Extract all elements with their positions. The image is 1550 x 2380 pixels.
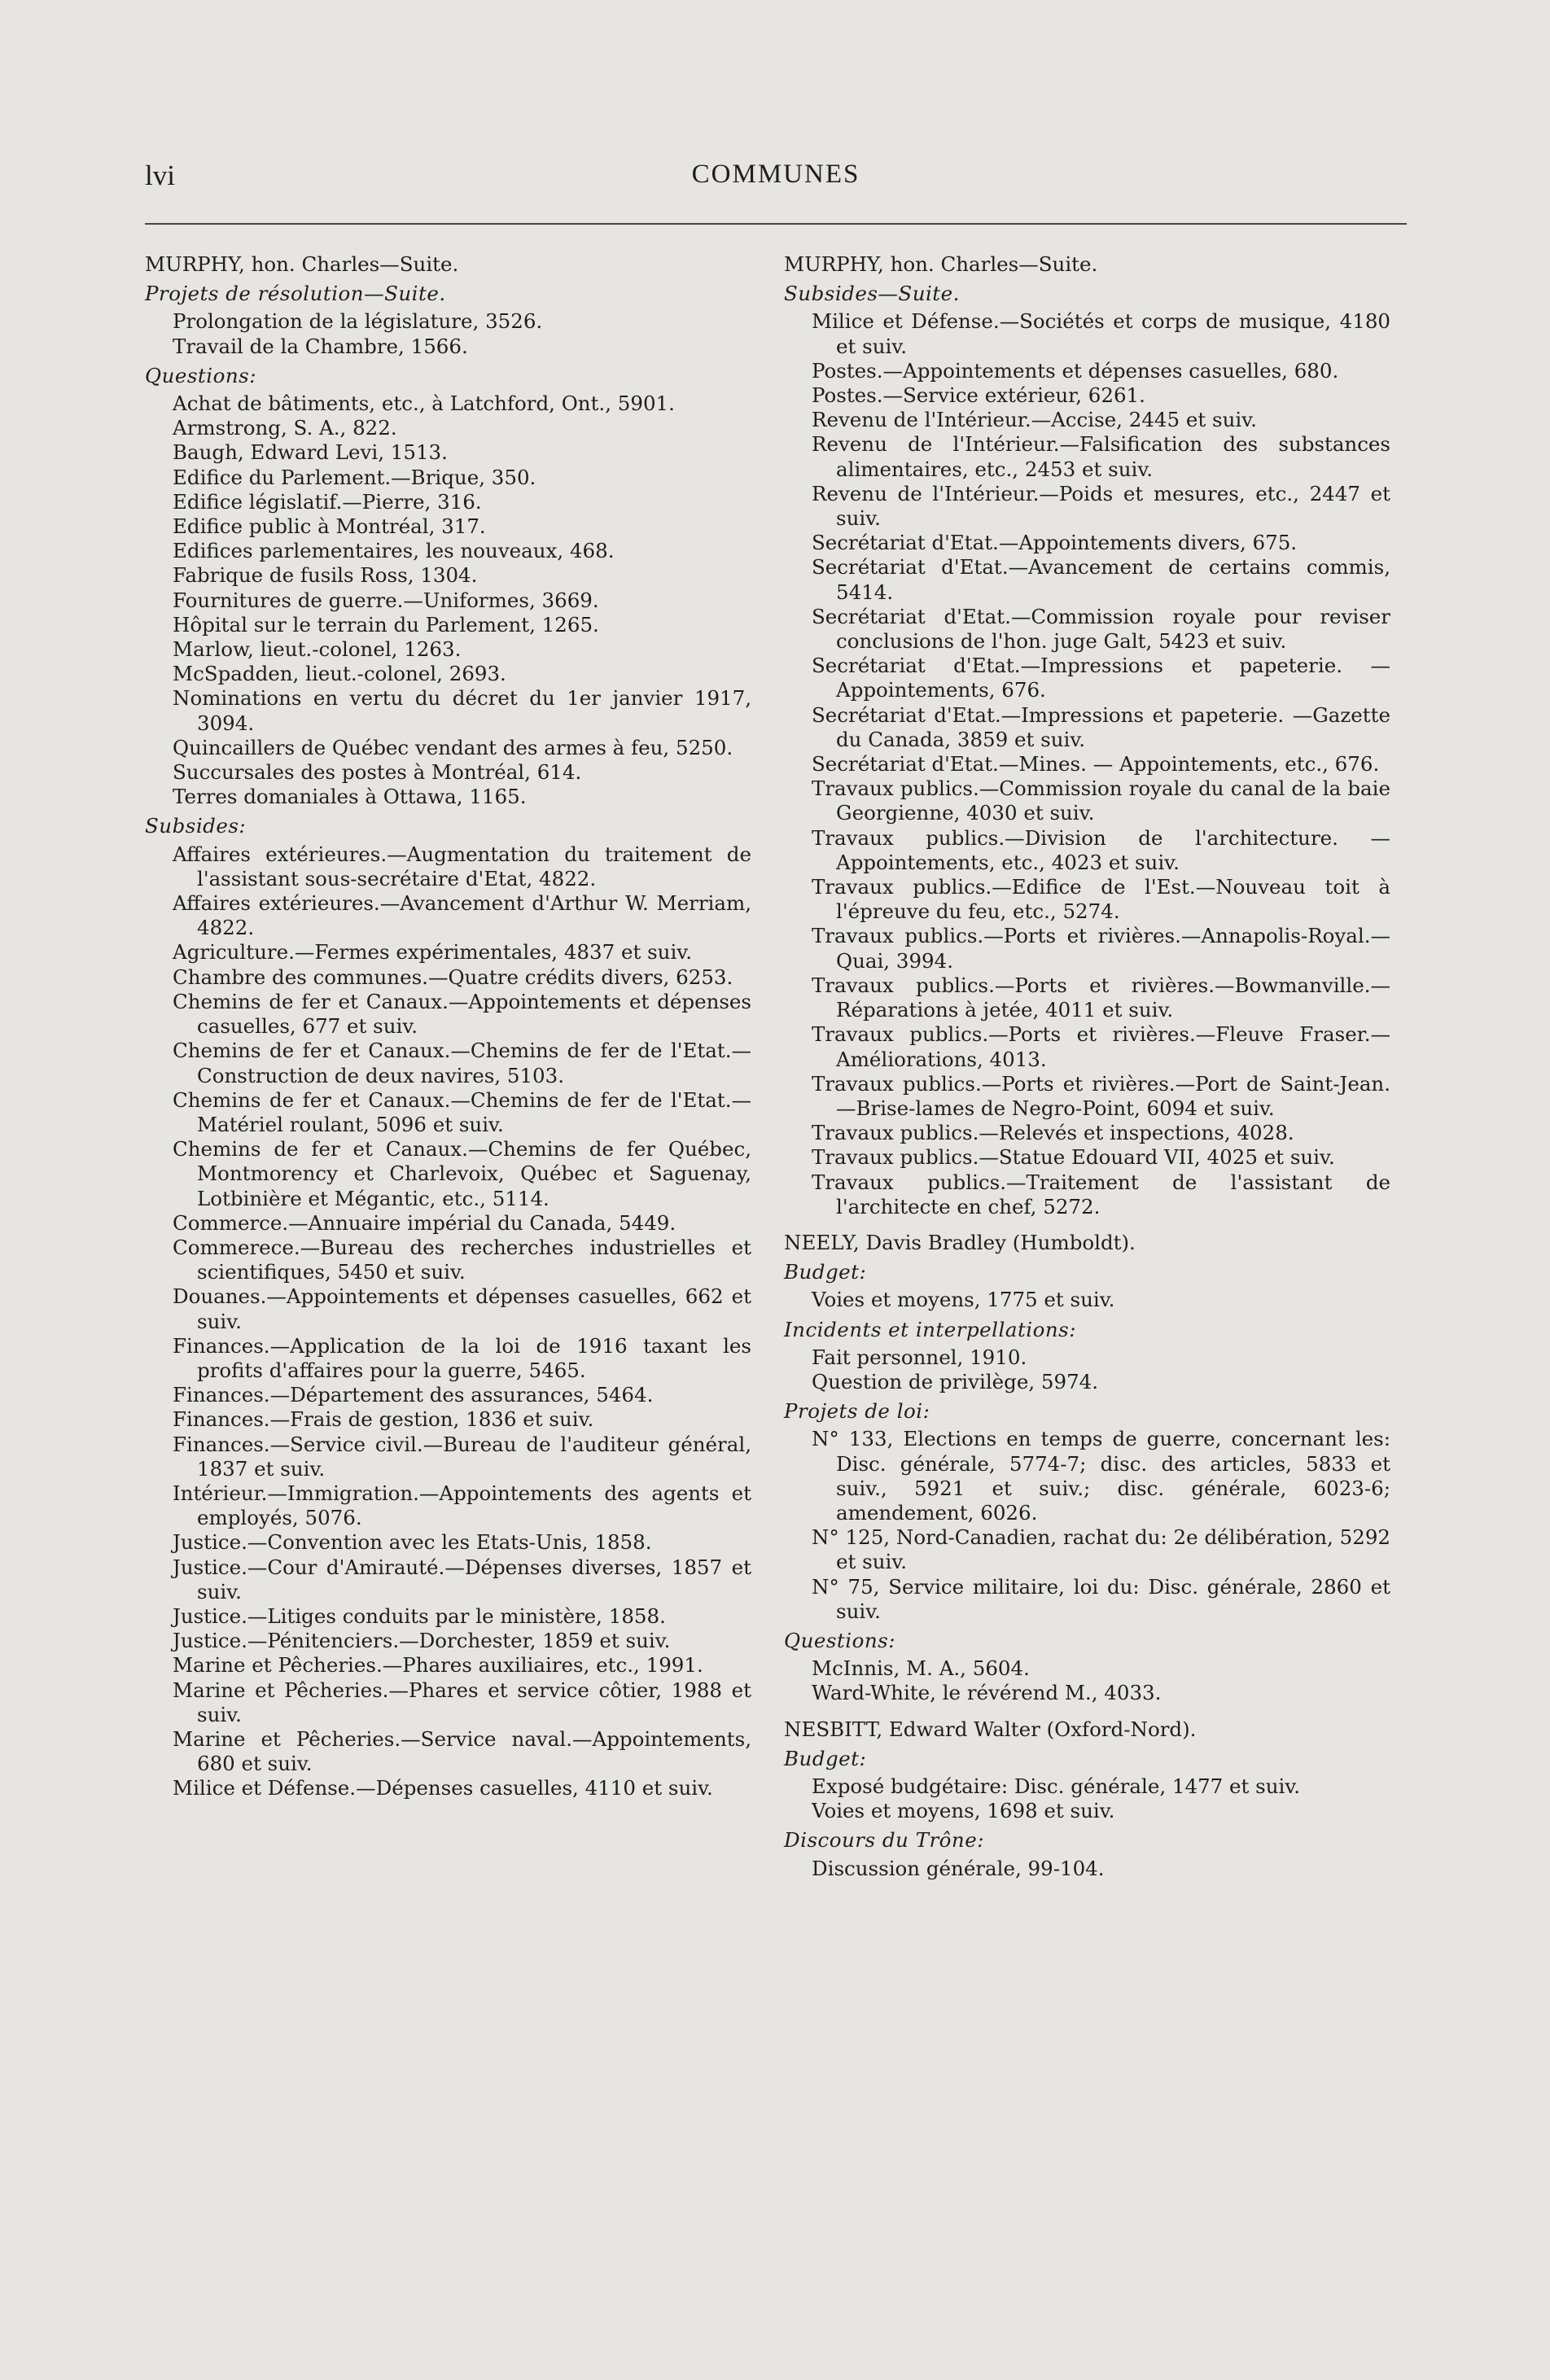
index-entry: Baugh, Edward Levi, 1513. (173, 440, 448, 465)
index-entry: Quincaillers de Québec vendant des armes à feu, 5250. (173, 735, 733, 759)
index-entry: Finances.—Frais de gestion, 1836 et suiv. (173, 1407, 594, 1432)
index-entry: Marine et Pêcheries.—Service naval.—Appointements, 680 et suiv. (173, 1726, 751, 1776)
index-entry: Travaux publics.—Ports et rivières.—Port de Saint-Jean.—Brise-lames de Negro-Point, 6094 et suiv. (812, 1071, 1390, 1120)
index-entry: Chemins de fer et Canaux.—Chemins de fer de l'Etat.—Matériel roulant, 5096 et suiv. (173, 1087, 751, 1136)
right-column (784, 252, 1390, 1881)
member-heading: NESBITT, Edward Walter (Oxford-Nord). (784, 1717, 1197, 1741)
subject-heading: Questions: (145, 363, 256, 387)
index-entry: Justice.—Pénitenciers.—Dorchester, 1859 et suiv. (173, 1629, 671, 1653)
index-entry: Affaires extérieures.—Avancement d'Arthur W. Merriam, 4822. (173, 891, 751, 940)
index-entry: Succursales des postes à Montréal, 614. (173, 760, 582, 785)
index-entry: N° 125, Nord-Canadien, rachat du: 2e délibération, 5292 et suiv. (812, 1525, 1390, 1574)
index-entry: Intérieur.—Immigration.—Appointements des agents et employés, 5076. (173, 1481, 751, 1530)
index-entry: Travaux publics.—Ports et rivières.—Bowmanville.—Réparations à jetée, 4011 et suiv. (812, 973, 1390, 1022)
page-header (145, 160, 1407, 195)
index-entry: Voies et moyens, 1698 et suiv. (812, 1799, 1115, 1823)
index-entry: Discussion générale, 99-104. (812, 1856, 1105, 1880)
subject-heading: Projets de résolution—Suite. (145, 282, 446, 306)
index-entry: Edifice du Parlement.—Brique, 350. (173, 465, 536, 489)
index-entry: Edifice législatif.—Pierre, 316. (173, 489, 482, 514)
index-entry: N° 75, Service militaire, loi du: Disc. générale, 2860 et suiv. (812, 1574, 1390, 1623)
index-entry: Hôpital sur le terrain du Parlement, 1265. (173, 612, 599, 637)
index-entry: Finances.—Application de la loi de 1916 taxant les profits d'affaires pour la guerre, 5465. (173, 1333, 751, 1382)
index-entry: Fabrique de fusils Ross, 1304. (173, 563, 478, 588)
index-entry: Justice.—Convention avec les Etats-Unis, 1858. (173, 1530, 652, 1555)
index-entry: Fournitures de guerre.—Uniformes, 3669. (173, 588, 599, 612)
index-entry: Marine et Pêcheries.—Phares auxiliaires, etc., 1991. (173, 1653, 703, 1678)
index-entry: Travaux publics.—Traitement de l'assistant de l'architecte en chef, 5272. (812, 1170, 1390, 1218)
index-entry: Chemins de fer et Canaux.—Chemins de fer de l'Etat.—Construction de deux navires, 5103. (173, 1039, 751, 1087)
subject-heading: Questions: (784, 1628, 895, 1652)
subject-heading: Projets de loi: (784, 1399, 930, 1424)
index-entry: Fait personnel, 1910. (812, 1345, 1027, 1369)
index-entry: Secrétariat d'Etat.—Impressions et papeterie. —Gazette du Canada, 3859 et suiv. (812, 702, 1390, 751)
index-entry: Justice.—Cour d'Amirauté.—Dépenses diverses, 1857 et suiv. (173, 1555, 751, 1603)
index-entry: McInnis, M. A., 5604. (812, 1656, 1030, 1681)
index-entry: Marlow, lieut.-colonel, 1263. (173, 637, 462, 662)
index-entry: Edifice public à Montréal, 317. (173, 514, 486, 539)
index-entry: Finances.—Département des assurances, 5464. (173, 1383, 654, 1407)
index-entry: Travaux publics.—Division de l'architecture. —Appointements, etc., 4023 et suiv. (812, 825, 1390, 874)
index-entry: Postes.—Service extérieur, 6261. (812, 383, 1145, 408)
index-entry: Terres domaniales à Ottawa, 1165. (173, 785, 527, 809)
index-entry: Commerce.—Annuaire impérial du Canada, 5449. (173, 1210, 676, 1235)
index-entry: Travaux publics.—Ports et rivières.—Annapolis-Royal.—Quai, 3994. (812, 924, 1390, 973)
index-entry: N° 133, Elections en temps de guerre, concernant les: Disc. générale, 5774-7; disc. des articles, 5833 et suiv., 5921 et suiv.; disc. générale, 6023-6; amendement, 6026. (812, 1427, 1390, 1525)
index-entry: Armstrong, S. A., 822. (173, 416, 397, 440)
index-entry: Chemins de fer et Canaux.—Chemins de fer Québec, Montmorency et Charlevoix, Québec et Saguenay, Lotbinière et Mégantic, etc., 5114. (173, 1137, 751, 1210)
index-entry: Agriculture.—Fermes expérimentales, 4837 et suiv. (173, 940, 693, 965)
index-entry: Commerece.—Bureau des recherches industrielles et scientifiques, 5450 et suiv. (173, 1235, 751, 1284)
running-title: COMMUNES (691, 160, 860, 189)
index-entry: Postes.—Appointements et dépenses casuelles, 680. (812, 358, 1339, 383)
index-entry: Question de privilège, 5974. (812, 1369, 1099, 1393)
index-entry: McSpadden, lieut.-colonel, 2693. (173, 662, 506, 686)
index-entry: Edifices parlementaires, les nouveaux, 468. (173, 539, 615, 563)
subject-heading: Subsides—Suite. (784, 282, 960, 306)
index-entry: Travaux publics.—Statue Edouard VII, 4025 et suiv. (812, 1145, 1335, 1170)
index-entry: Travaux publics.—Commission royale du canal de la baie Georgienne, 4030 et suiv. (812, 777, 1390, 825)
index-entry: Justice.—Litiges conduits par le ministère, 1858. (173, 1603, 666, 1628)
index-entry: Secrétariat d'Etat.—Commission royale pour reviser conclusions de l'hon. juge Galt, 5423 et suiv. (812, 604, 1390, 654)
member-heading: NEELY, Davis Bradley (Humboldt). (784, 1230, 1136, 1254)
index-entry: Secrétariat d'Etat.—Impressions et papeterie. —Appointements, 676. (812, 654, 1390, 702)
subject-heading: Subsides: (145, 814, 247, 838)
section-heading: MURPHY, hon. Charles—Suite. (145, 252, 459, 276)
left-column (145, 252, 751, 1801)
index-entry: Revenu de l'Intérieur.—Accise, 2445 et suiv. (812, 408, 1257, 432)
header-rule (145, 223, 1407, 225)
subject-heading: Discours du Trône: (784, 1828, 984, 1853)
index-entry: Secrétariat d'Etat.—Mines. — Appointements, etc., 676. (812, 752, 1380, 777)
index-entry: Exposé budgétaire: Disc. générale, 1477 et suiv. (812, 1774, 1301, 1798)
subject-heading: Budget: (784, 1260, 867, 1284)
index-entry: Milice et Défense.—Dépenses casuelles, 4110 et suiv. (173, 1776, 713, 1800)
index-entry: Milice et Défense.—Sociétés et corps de musique, 4180 et suiv. (812, 309, 1390, 358)
index-entry: Secrétariat d'Etat.—Avancement de certains commis, 5414. (812, 555, 1390, 604)
section-heading: MURPHY, hon. Charles—Suite. (784, 252, 1098, 276)
index-entry: Ward-White, le révérend M., 4033. (812, 1681, 1162, 1705)
index-entry: Revenu de l'Intérieur.—Poids et mesures, etc., 2447 et suiv. (812, 481, 1390, 531)
index-entry: Chemins de fer et Canaux.—Appointements et dépenses casuelles, 677 et suiv. (173, 989, 751, 1039)
index-entry: Travaux publics.—Relevés et inspections, 4028. (812, 1121, 1294, 1145)
index-entry: Travaux publics.—Edifice de l'Est.—Nouveau toit à l'épreuve du feu, etc., 5274. (812, 875, 1390, 924)
subject-heading: Budget: (784, 1746, 867, 1770)
index-entry: Finances.—Service civil.—Bureau de l'auditeur général, 1837 et suiv. (173, 1432, 751, 1481)
index-entry: Prolongation de la législature, 3526. (173, 309, 543, 334)
index-entry: Travail de la Chambre, 1566. (173, 334, 468, 358)
subject-heading: Incidents et interpellations: (784, 1317, 1076, 1341)
index-entry: Douanes.—Appointements et dépenses casuelles, 662 et suiv. (173, 1284, 751, 1333)
index-entry: Achat de bâtiments, etc., à Latchford, Ont., 5901. (173, 392, 675, 416)
index-entry: Affaires extérieures.—Augmentation du traitement de l'assistant sous-secrétaire d'Etat, 4822. (173, 842, 751, 890)
page-number: lvi (145, 160, 175, 191)
index-entry: Revenu de l'Intérieur.—Falsification des substances alimentaires, etc., 2453 et suiv. (812, 432, 1390, 481)
index-entry: Secrétariat d'Etat.—Appointements divers, 675. (812, 531, 1298, 555)
index-entry: Travaux publics.—Ports et rivières.—Fleuve Fraser.—Améliorations, 4013. (812, 1022, 1390, 1071)
index-entry: Nominations en vertu du décret du 1er janvier 1917, 3094. (173, 686, 751, 735)
index-entry: Chambre des communes.—Quatre crédits divers, 6253. (173, 965, 733, 989)
index-entry: Voies et moyens, 1775 et suiv. (812, 1288, 1115, 1312)
index-entry: Marine et Pêcheries.—Phares et service côtier, 1988 et suiv. (173, 1678, 751, 1726)
